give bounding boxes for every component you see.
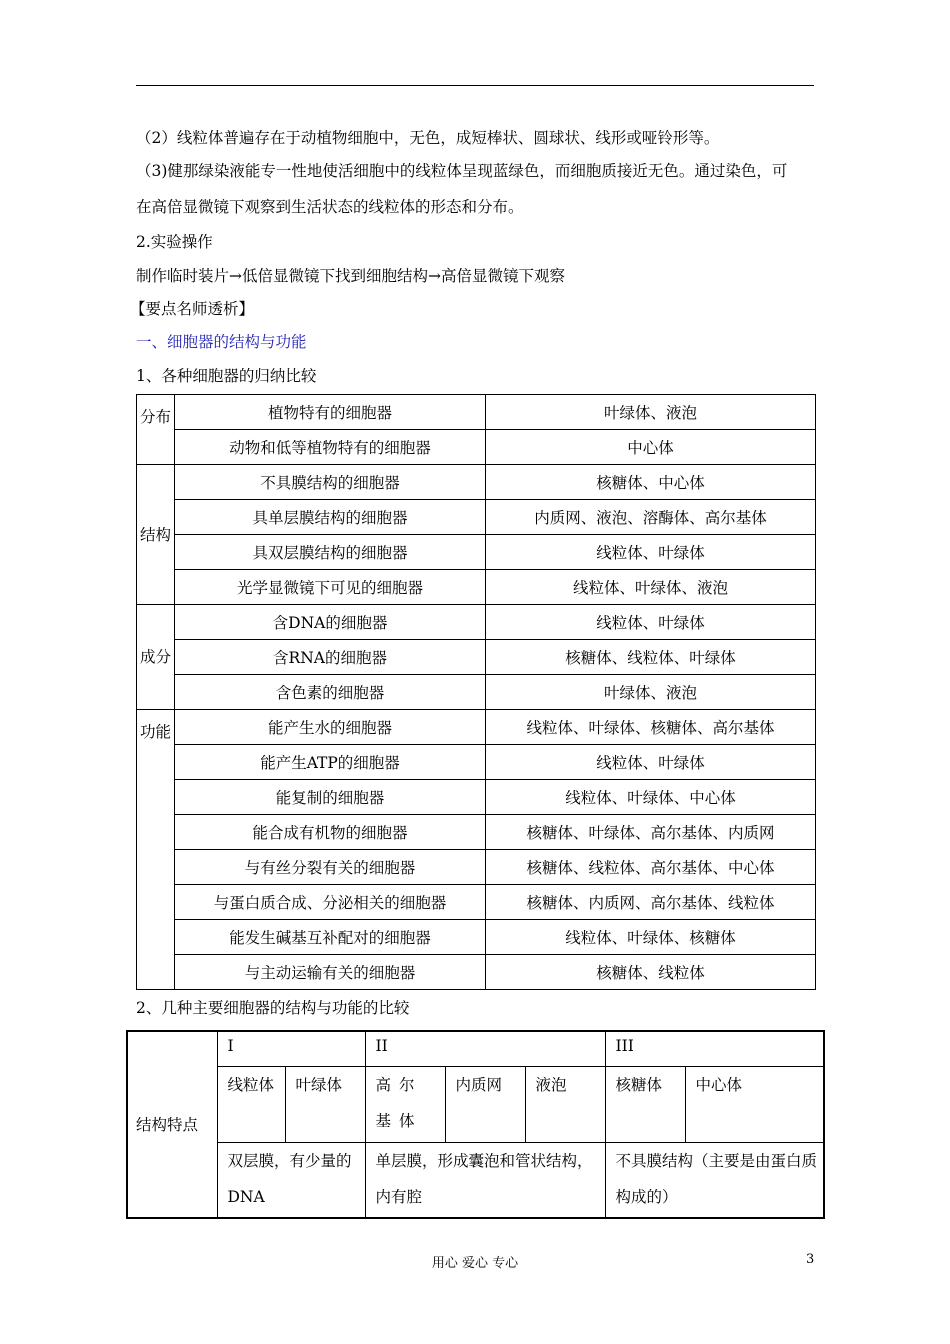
table-row	[137, 675, 816, 710]
item-cell: 含DNA的细胞器	[175, 605, 486, 640]
value-cell: 线粒体、叶绿体、液泡	[486, 570, 816, 605]
item-cell: 能发生碱基互补配对的细胞器	[175, 920, 486, 955]
value-cell: 中心体	[486, 430, 816, 465]
table-row	[137, 815, 816, 850]
item-cell: 与蛋白质合成、分泌相关的细胞器	[175, 885, 486, 920]
row-label-cell: 结构特点	[127, 1031, 217, 1218]
table-row	[137, 535, 816, 570]
header-rule	[136, 85, 814, 86]
feature-cell: 单层膜，形成囊泡和管状结构，内有腔	[365, 1143, 605, 1219]
table-row	[137, 605, 816, 640]
table-row	[137, 780, 816, 815]
table-row	[127, 1143, 824, 1219]
value-cell: 叶绿体、液泡	[486, 395, 816, 430]
category-cell: 分布	[137, 395, 175, 465]
table-row	[137, 885, 816, 920]
item-cell: 含色素的细胞器	[175, 675, 486, 710]
item-cell: 植物特有的细胞器	[175, 395, 486, 430]
item-cell: 能复制的细胞器	[175, 780, 486, 815]
organelle-cell: 液泡	[525, 1067, 605, 1143]
item-cell: 能产生ATP的细胞器	[175, 745, 486, 780]
item-cell: 具单层膜结构的细胞器	[175, 500, 486, 535]
category-cell: 成分	[137, 605, 175, 710]
organelle-cell: 高尔基体	[365, 1067, 445, 1143]
organelle-comparison-table	[136, 394, 816, 990]
value-cell: 核糖体、内质网、高尔基体、线粒体	[486, 885, 816, 920]
organelle-cell: 内质网	[445, 1067, 525, 1143]
paragraph-mitochondria-shape: （2）线粒体普遍存在于动植物细胞中，无色，成短棒状、圆球状、线形或哑铃形等。	[136, 129, 720, 147]
table-row	[137, 640, 816, 675]
feature-cell: 双层膜，有少量的DNA	[217, 1143, 365, 1219]
organelle-cell: 中心体	[685, 1067, 824, 1143]
group-header-cell: III	[605, 1031, 824, 1067]
heading-organelle-structure-function: 一、细胞器的结构与功能	[136, 333, 307, 351]
item-cell: 光学显微镜下可见的细胞器	[175, 570, 486, 605]
table-row	[127, 1031, 824, 1067]
group-header-cell: I	[217, 1031, 365, 1067]
subheading-organelle-comparison: 1、各种细胞器的归纳比较	[136, 367, 317, 385]
value-cell: 核糖体、线粒体、高尔基体、中心体	[486, 850, 816, 885]
item-cell: 能产生水的细胞器	[175, 710, 486, 745]
subheading-main-organelles: 2、几种主要细胞器的结构与功能的比较	[136, 999, 410, 1017]
value-cell: 线粒体、叶绿体	[486, 535, 816, 570]
paragraph-procedure-title: 2.实验操作	[136, 233, 213, 251]
section-title-key-points: 【要点名师透析】	[130, 300, 255, 318]
category-cell: 结构	[137, 465, 175, 605]
item-cell: 动物和低等植物特有的细胞器	[175, 430, 486, 465]
table-row	[137, 850, 816, 885]
organelle-cell: 线粒体	[217, 1067, 285, 1143]
page-footer: 用心 爱心 专心	[431, 1256, 519, 1271]
page-number: 3	[806, 1252, 815, 1267]
paragraph-janus-green: （3)健那绿染液能专一性地使活细胞中的线粒体呈现蓝绿色，而细胞质接近无色。通过染色，可	[136, 162, 788, 180]
value-cell: 线粒体、叶绿体	[486, 605, 816, 640]
value-cell: 线粒体、叶绿体、中心体	[486, 780, 816, 815]
table-row	[137, 570, 816, 605]
feature-cell: 不具膜结构（主要是由蛋白质构成的）	[605, 1143, 824, 1219]
value-cell: 线粒体、叶绿体	[486, 745, 816, 780]
table-row	[137, 430, 816, 465]
paragraph-procedure-steps: 制作临时装片→低倍显微镜下找到细胞结构→高倍显微镜下观察	[136, 267, 565, 285]
organelle-cell: 叶绿体	[285, 1067, 365, 1143]
table-row	[137, 710, 816, 745]
item-cell: 不具膜结构的细胞器	[175, 465, 486, 500]
category-cell: 功能	[137, 710, 175, 990]
value-cell: 核糖体、叶绿体、高尔基体、内质网	[486, 815, 816, 850]
value-cell: 核糖体、线粒体	[486, 955, 816, 990]
value-cell: 核糖体、中心体	[486, 465, 816, 500]
group-header-cell: II	[365, 1031, 605, 1067]
paragraph-janus-green-cont: 在高倍显微镜下观察到生活状态的线粒体的形态和分布。	[136, 198, 524, 216]
table-row	[137, 920, 816, 955]
value-cell: 叶绿体、液泡	[486, 675, 816, 710]
item-cell: 与有丝分裂有关的细胞器	[175, 850, 486, 885]
item-cell: 含RNA的细胞器	[175, 640, 486, 675]
value-cell: 线粒体、叶绿体、核糖体	[486, 920, 816, 955]
item-cell: 能合成有机物的细胞器	[175, 815, 486, 850]
item-cell: 具双层膜结构的细胞器	[175, 535, 486, 570]
value-cell: 内质网、液泡、溶酶体、高尔基体	[486, 500, 816, 535]
item-cell: 与主动运输有关的细胞器	[175, 955, 486, 990]
table-row	[137, 395, 816, 430]
value-cell: 核糖体、线粒体、叶绿体	[486, 640, 816, 675]
organelle-structure-table	[126, 1030, 825, 1219]
value-cell: 线粒体、叶绿体、核糖体、高尔基体	[486, 710, 816, 745]
table-row	[137, 955, 816, 990]
table-row	[137, 500, 816, 535]
table-row	[137, 465, 816, 500]
table-row	[137, 745, 816, 780]
organelle-cell: 核糖体	[605, 1067, 685, 1143]
table-row	[127, 1067, 824, 1143]
